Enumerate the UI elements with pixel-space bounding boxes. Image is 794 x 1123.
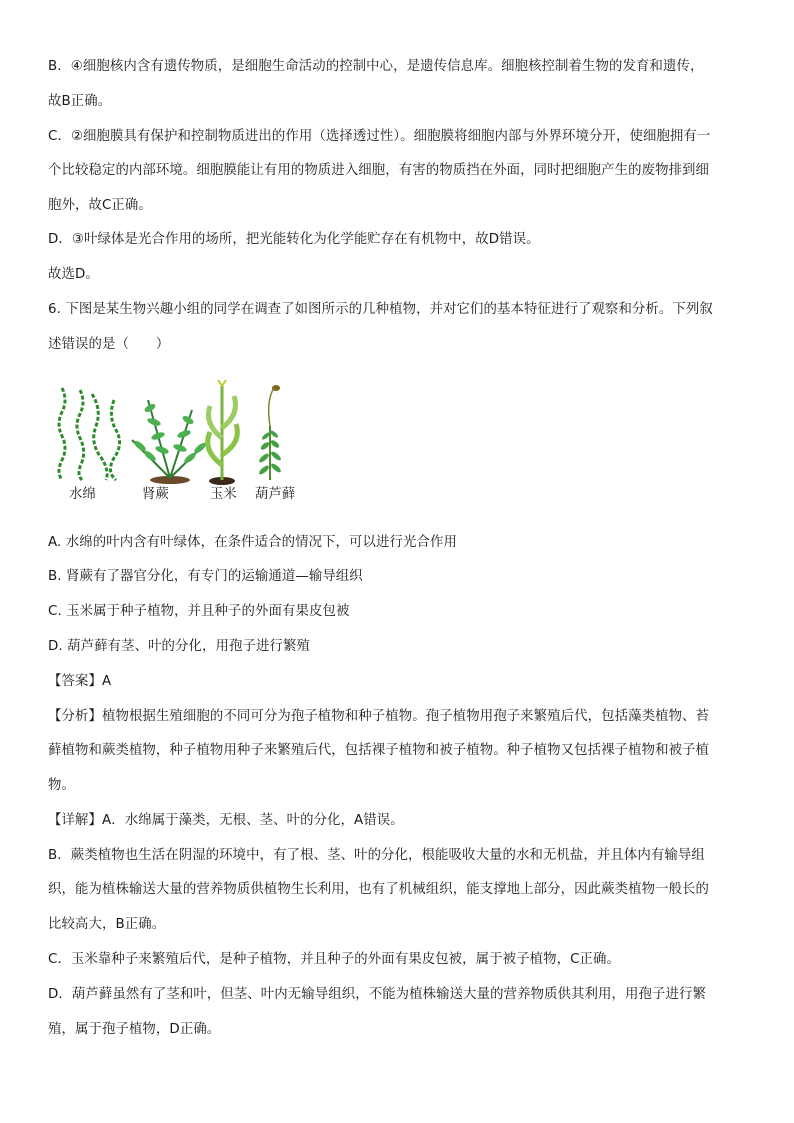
conclusion-line: 故选D。 (48, 267, 99, 282)
option-b: B. 肾蕨有了器官分化，有专门的运输通道—输导组织 (48, 569, 363, 584)
detail-b-line-3: 比较高大，B正确。 (48, 917, 166, 932)
moss-drawing (258, 385, 282, 480)
analysis-line-1: 【分析】植物根据生殖细胞的不同可分为孢子植物和种子植物。孢子植物用孢子来繁殖后代，包括藻类植物、苔 (48, 709, 710, 724)
option-d: D. 葫芦藓有茎、叶的分化，用孢子进行繁殖 (48, 639, 310, 654)
figure-label-moss: 葫芦藓 (255, 487, 296, 502)
analysis-line-3: 物。 (48, 778, 75, 793)
figure-label-spirogyra: 水绵 (69, 487, 96, 502)
explanation-b-line-1: B．④细胞核内含有遗传物质，是细胞生命活动的控制中心，是遗传信息库。细胞核控制着生物的发育和遗传， (48, 59, 704, 74)
figure-label-corn: 玉米 (210, 487, 237, 502)
detail-d-line-2: 殖，属于孢子植物，D正确。 (48, 1022, 221, 1037)
plants-illustration (52, 380, 312, 485)
answer-line: 【答案】A (48, 674, 112, 689)
detail-c-line: C．玉米靠种子来繁殖后代，是种子植物，并且种子的外面有果皮包被，属于被子植物，C正确。 (48, 952, 621, 967)
analysis-line-2: 藓植物和蕨类植物，种子植物用种子来繁殖后代，包括裸子植物和被子植物。种子植物又包括裸子植物和被子植 (48, 743, 710, 758)
detail-b-line-2: 织，能为植株输送大量的营养物质供植物生长利用，也有了机械组织，能支撑地上部分，因此蕨类植物一般长的 (48, 882, 710, 897)
explanation-c-line-3: 胞外，故C正确。 (48, 198, 152, 213)
plants-figure (52, 380, 312, 510)
detail-b-line-1: B．蕨类植物也生活在阴湿的环境中，有了根、茎、叶的分化，根能吸收大量的水和无机盐，并且体内有输导组 (48, 848, 705, 863)
detail-a-line: 【详解】A．水绵属于藻类，无根、茎、叶的分化，A错误。 (48, 813, 404, 828)
figure-label-fern: 肾蕨 (142, 487, 169, 502)
detail-d-line-1: D．葫芦藓虽然有了茎和叶，但茎、叶内无输导组织，不能为植株输送大量的营养物质供其利用，用孢子进行繁 (48, 987, 706, 1002)
option-c: C. 玉米属于种子植物，并且种子的外面有果皮包被 (48, 604, 350, 619)
explanation-c-line-2: 个比较稳定的内部环境。细胞膜能让有用的物质进入细胞，有害的物质挡在外面，同时把细胞产生的废物排到细 (48, 163, 710, 178)
option-a: A. 水绵的叶内含有叶绿体，在条件适合的情况下，可以进行光合作用 (48, 535, 457, 550)
question-stem-line-1: 6. 下图是某生物兴趣小组的同学在调查了如图所示的几种植物，并对它们的基本特征进行了观察和分析。下列叙 (48, 302, 713, 317)
question-stem-line-2: 述错误的是（ ） (48, 337, 170, 352)
fern-drawing (132, 400, 207, 484)
explanation-d-line-1: D．③叶绿体是光合作用的场所，把光能转化为化学能贮存在有机物中，故D错误。 (48, 232, 540, 247)
explanation-b-line-2: 故B正确。 (48, 94, 112, 109)
corn-drawing (208, 380, 238, 485)
spirogyra-drawing (59, 388, 120, 480)
explanation-c-line-1: C．②细胞膜具有保护和控制物质进出的作用（选择透过性）。细胞膜将细胞内部与外界环境分开，使细胞拥有一 (48, 129, 711, 144)
